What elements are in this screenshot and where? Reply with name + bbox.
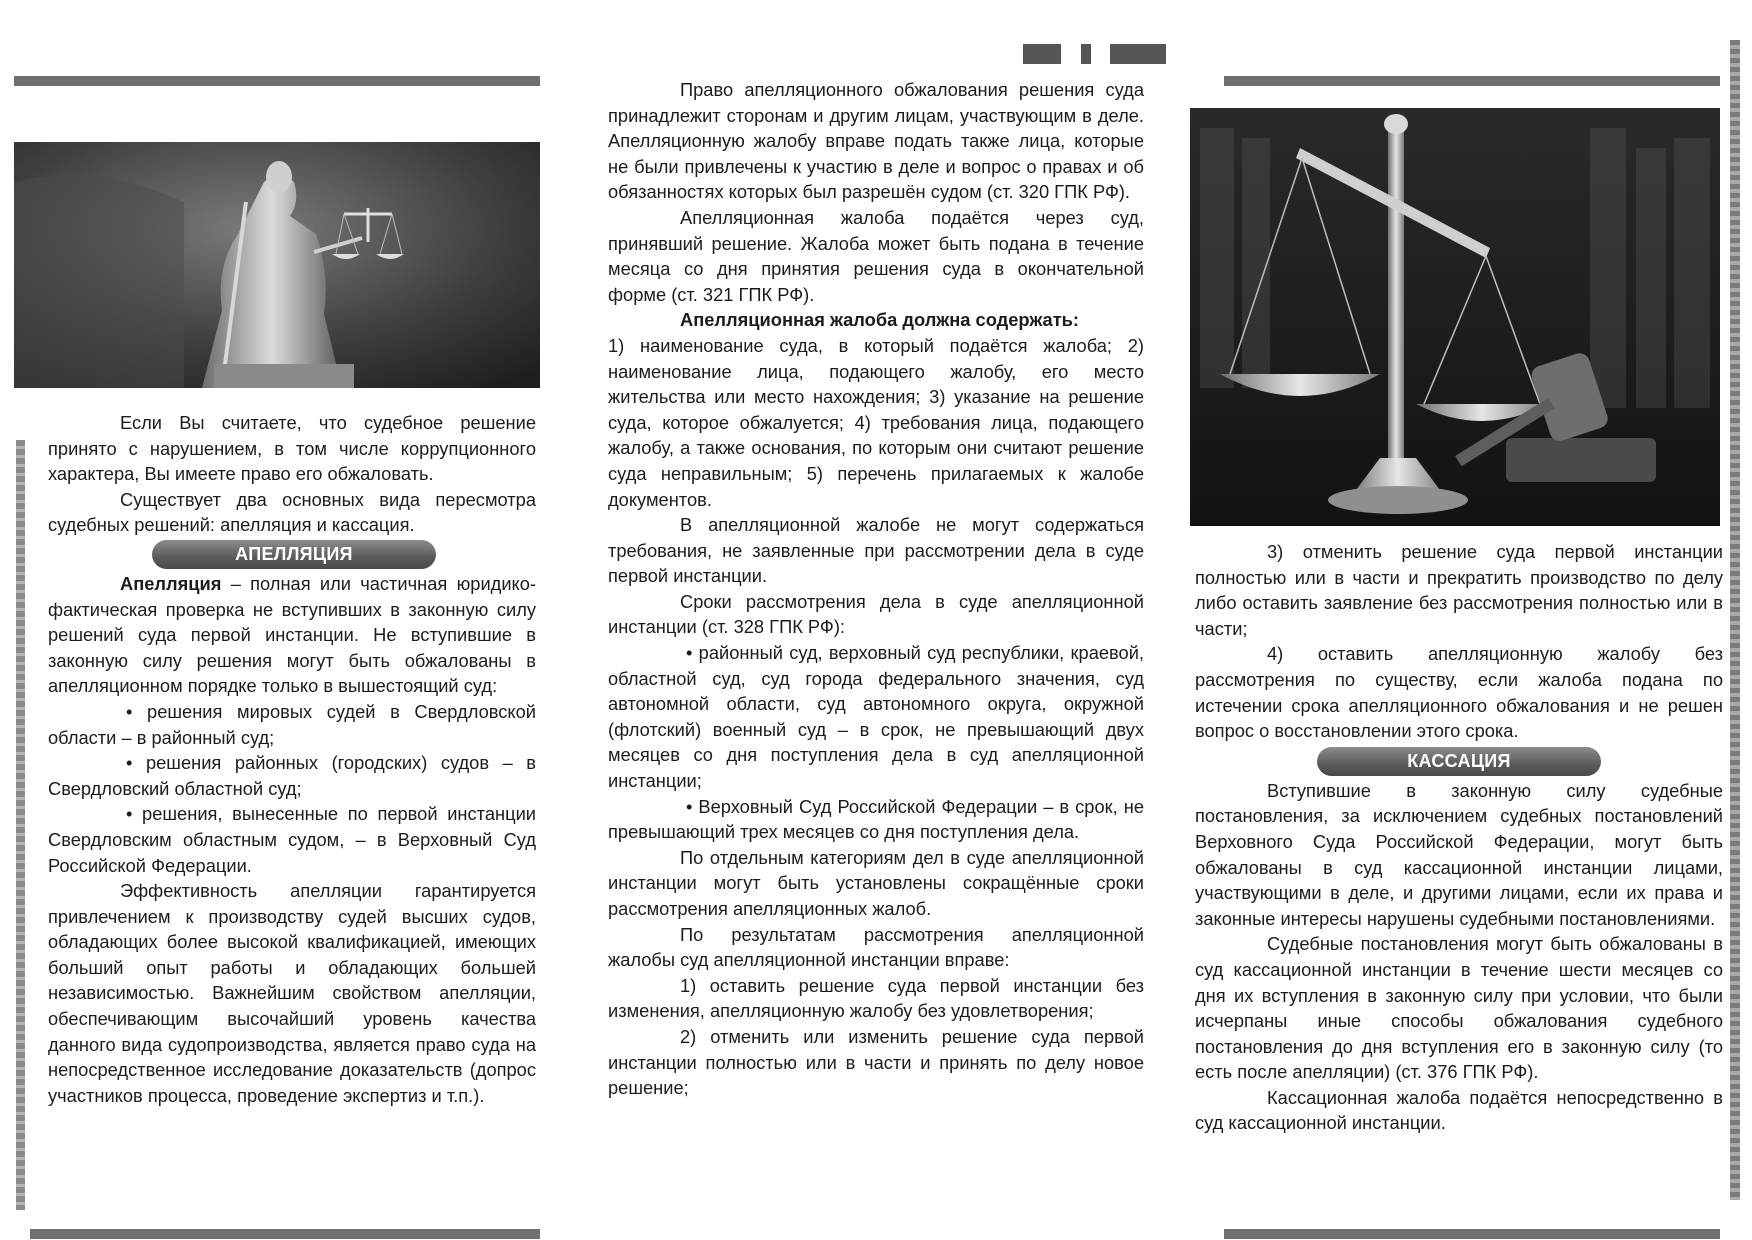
top-rule-left <box>14 76 540 86</box>
appeal-results-intro: По результатам рассмотрения апелляционной жалобы суд апелляционной инстанции вправе: <box>608 923 1144 971</box>
appeal-filing-paragraph: Апелляционная жалоба подаётся через суд, принявший решение. Жалоба может быть подана в течение месяца со дня принятия решения суда в окончательной форме (ст. 321 ГПК РФ). <box>608 206 1144 305</box>
intro-paragraph-2: Существует два основных вида пересмотра судебных решений: апелляция и кассация. <box>48 488 536 536</box>
appeal-terms-bullet-2: • Верховный Суд Российской Федерации – в срок, не превышающий трех месяцев со дня поступления дела. <box>608 795 1144 843</box>
column-middle <box>608 77 1144 1101</box>
scan-edge-left <box>16 440 25 1210</box>
appeal-definition-text: – полная или частичная юридико-фактическая проверка не вступивших в законную силу решений суда первой инстанции. Не вступившие в законную силу решения могут быть обжалованы в апелляционном порядке только в вышестоящий суд: <box>48 572 536 697</box>
scan-edge-right <box>1730 40 1740 1200</box>
deco-block-2 <box>1081 44 1091 64</box>
deco-block-3 <box>1110 44 1166 64</box>
appeal-restrictions-paragraph: В апелляционной жалобе не могут содержаться требования, не заявленные при рассмотрении дела в суде первой инстанции. <box>608 514 1144 587</box>
intro-paragraph-1: Если Вы считаете, что судебное решение принято с нарушением, в том числе коррупционного характера, Вы имеете право его обжаловать. <box>48 412 536 485</box>
bottom-rule-left <box>30 1229 540 1239</box>
column-right <box>1195 539 1723 1136</box>
cassation-paragraph-3: Кассационная жалоба подаётся непосредственно в суд кассационной инстанции. <box>1195 1086 1723 1134</box>
appeal-result-2: 2) отменить или изменить решение суда первой инстанции полностью или в части и принять по делу новое решение; <box>608 1025 1144 1099</box>
appeal-result-4: 4) оставить апелляционную жалобу без рассмотрения по существу, если жалоба подана по истечении срока апелляционного обжалования и не решен вопрос о восстановлении этого срока. <box>1195 643 1723 742</box>
appeal-heading: АПЕЛЛЯЦИЯ <box>152 540 436 569</box>
scales-gavel-photo <box>1190 108 1720 526</box>
deco-block-1 <box>1023 44 1061 64</box>
cassation-paragraph-2: Судебные постановления могут быть обжалованы в суд кассационной инстанции в течение шести месяцев со дня их вступления в законную силу при условии, что были исчерпаны иные способы обжалования судебного постановления до дня вступления его в законную силу (то есть после апелляции) (ст. 376 ГПК РФ). <box>1195 933 1723 1083</box>
appeal-bullet-3: • решения, вынесенные по первой инстанции Свердловским областным судом, – в Верховный Суд Российской Федерации. <box>48 803 536 876</box>
top-rule-right <box>1224 76 1720 86</box>
appeal-result-3: 3) отменить решение суда первой инстанции полностью или в части и прекратить производство по делу либо оставить заявление без рассмотрения полностью или в части; <box>1195 541 1723 639</box>
cassation-heading: КАССАЦИЯ <box>1317 747 1601 776</box>
appeal-bullet-1: • решения мировых судей в Свердловской области – в районный суд; <box>48 700 536 748</box>
appeal-shortened-terms: По отдельным категориям дел в суде апелляционной инстанции могут быть установлены сокращённые сроки рассмотрения апелляционных жалоб. <box>608 846 1144 919</box>
appeal-bullet-2: • решения районных (городских) судов – в Свердловский областной суд; <box>48 752 536 799</box>
bottom-rule-right <box>1224 1229 1720 1239</box>
appeal-contents-heading <box>608 307 1144 333</box>
appeal-contents-list: 1) наименование суда, в который подаётся жалоба; 2) наименование лица, подающего жалобу, его место жительства или место нахождения; 3) указание на решение суда, которое обжалуется; 4) требования лица, подающего жалобу, а также основания, по которым они считают решение суда неправильным; 5) перечень прилагаемых к жалобе документов. <box>608 334 1144 510</box>
column-left <box>48 410 536 1108</box>
appeal-right-paragraph: Право апелляционного обжалования решения суда принадлежит сторонам и другим лицам, участвующим в деле. Апелляционную жалобу вправе подать также лица, которые не были привлечены к участию в деле и вопрос о правах и об обязанностях которых был разрешён судом (ст. 320 ГПК РФ). <box>608 79 1144 203</box>
appeal-contents-title: Апелляционная жалоба должна содержать: <box>680 309 1079 331</box>
themis-statue-image <box>14 142 540 388</box>
appeal-result-1: 1) оставить решение суда первой инстанции без изменения, апелляционную жалобу без удовлетворения; <box>608 974 1144 1022</box>
themis-statue-photo <box>14 142 540 388</box>
appeal-terms-bullet-1: • районный суд, верховный суд республики, краевой, областной суд, суд города федерального значения, суд автономной области, суд автономного округа, окружной (флотский) военный суд – в срок, не превышающий двух месяцев со дня поступления дела в суд апелляционной инстанции; <box>608 642 1144 792</box>
appeal-definition <box>48 571 536 699</box>
scales-gavel-image <box>1190 108 1720 526</box>
appeal-effectiveness: Эффективность апелляции гарантируется привлечением к производству судей высших судов, обладающих более высокой квалификацией, имеющих больший опыт работы и обладающих большей независимостью. Важнейшим свойством апелляции, обеспечивающим высочайший уровень качества данного вида судопроизводства, является право суда на непосредственное исследование доказательств (допрос участников процесса, проведение экспертиз и т.п.). <box>48 880 536 1106</box>
appeal-terms-paragraph: Сроки рассмотрения дела в суде апелляционной инстанции (ст. 328 ГПК РФ): <box>608 590 1144 638</box>
cassation-paragraph-1: Вступившие в законную силу судебные постановления, за исключением судебных постановлений Верховного Суда Российской Федерации, могут быть обжалованы в суд кассационной инстанции лицами, участвующими в деле, и другими лицами, если их права и законные интересы нарушены судебными постановлениями. <box>1195 779 1723 929</box>
appeal-term: Апелляция <box>120 572 222 594</box>
